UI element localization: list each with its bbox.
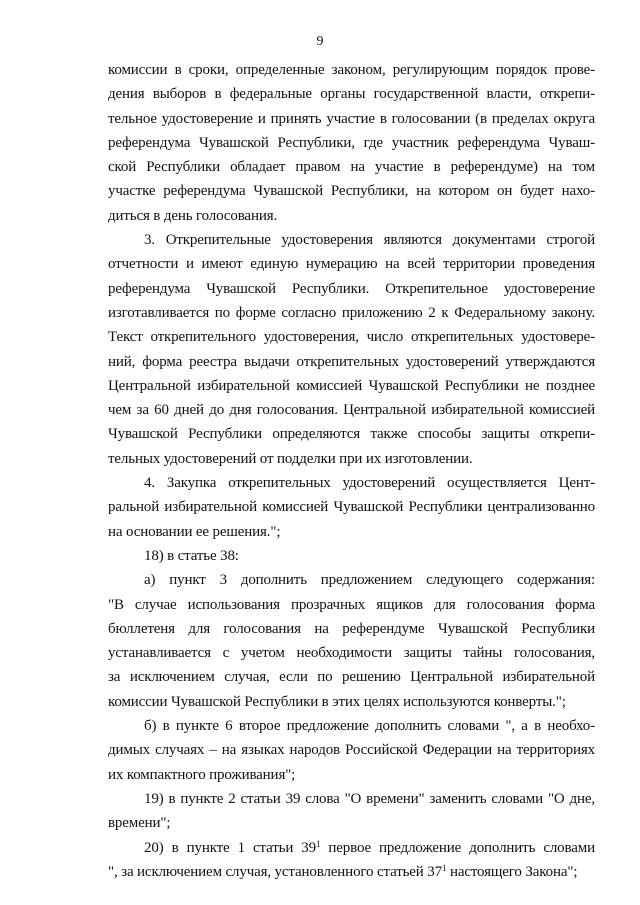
text-line: референдума Чувашской Республики, где участник референдума Чуваш-: [108, 134, 595, 151]
text-line: их компактного проживания";: [108, 766, 296, 783]
text-line: устанавливается с учетом необходимости защиты тайны голосования,: [108, 645, 595, 662]
text-line: дения выборов в федеральные органы государственной власти, открепи-: [108, 86, 595, 103]
text-line: а) пункт 3 дополнить предложением следующего содержания:: [144, 572, 595, 589]
text-line: бюллетеня для голосования на референдуме Чувашской Республики: [108, 620, 595, 637]
text-line: 3. Открепительные удостоверения являются документами строгой: [144, 232, 595, 249]
text-line: изготавливается по форме согласно приложению 2 к Федеральному закону.: [108, 304, 595, 321]
text-line: тельных удостоверений от подделки при их изготовлении.: [108, 450, 473, 467]
text-line: Центральной избирательной комиссией Чувашской Республики не позднее: [108, 377, 595, 394]
text-line: "В случае использования прозрачных ящиков для голосования форма: [108, 596, 595, 613]
text-line: на основании ее решения.";: [108, 523, 281, 540]
text-line-21: ", за исключением случая, установленного статьей $37^1$ настоящего Закона";: [108, 862, 578, 880]
text-line-20: 20) в пункте 1 статьи $39^1$ первое предложение дополнить словами: [144, 838, 595, 856]
text-line: участке референдума Чувашской Республики, на котором он будет нахо-: [108, 183, 595, 200]
text-line: ний, форма реестра выдачи открепительных удостоверений утверждаются: [108, 353, 595, 370]
text-line: чем за 60 дней до дня голосования. Центральной избирательной комиссией: [108, 402, 595, 419]
text-line: комиссии в сроки, определенные законом, регулирующим порядок прове-: [108, 62, 595, 78]
text-line: отчетности и имеют единую нумерацию на всей территории проведения: [108, 256, 595, 273]
text-line: Текст открепительного удостоверения, число открепительных удостовере-: [108, 329, 595, 346]
text-line: б) в пункте 6 второе предложение дополнить словами ", а в необхо-: [144, 718, 595, 735]
text-line: ральной избирательной комиссией Чувашской Республики централизованно: [108, 499, 595, 516]
text-line: тельное удостоверение и принять участие в голосовании (в пределах округа: [108, 110, 595, 127]
text-line: ской Республики обладает правом на участие в референдуме) на том: [108, 159, 595, 176]
text-line: 19) в пункте 2 статьи 39 слова "О времени" заменить словами "О дне,: [144, 790, 595, 807]
text-line: за исключением случая, если по решению Центральной избирательной: [108, 669, 595, 686]
text-line: димых случаях – на языках народов Российской Федерации на территориях: [108, 742, 595, 759]
text-line: комиссии Чувашской Республики в этих целях используются конверты.";: [108, 693, 566, 710]
page-number: 9: [316, 34, 324, 49]
text-line: референдума Чувашской Республики. Открепительное удостоверение: [108, 280, 595, 297]
text-line: 18) в статье 38:: [144, 547, 239, 564]
text-line: 4. Закупка открепительных удостоверений осуществляется Цент-: [144, 475, 595, 492]
text-line: времени";: [108, 815, 171, 832]
document-body: [108, 58, 595, 884]
text-line: диться в день голосования.: [108, 207, 278, 224]
text-line: Чувашской Республики определяются также способы защиты открепи-: [108, 426, 595, 443]
